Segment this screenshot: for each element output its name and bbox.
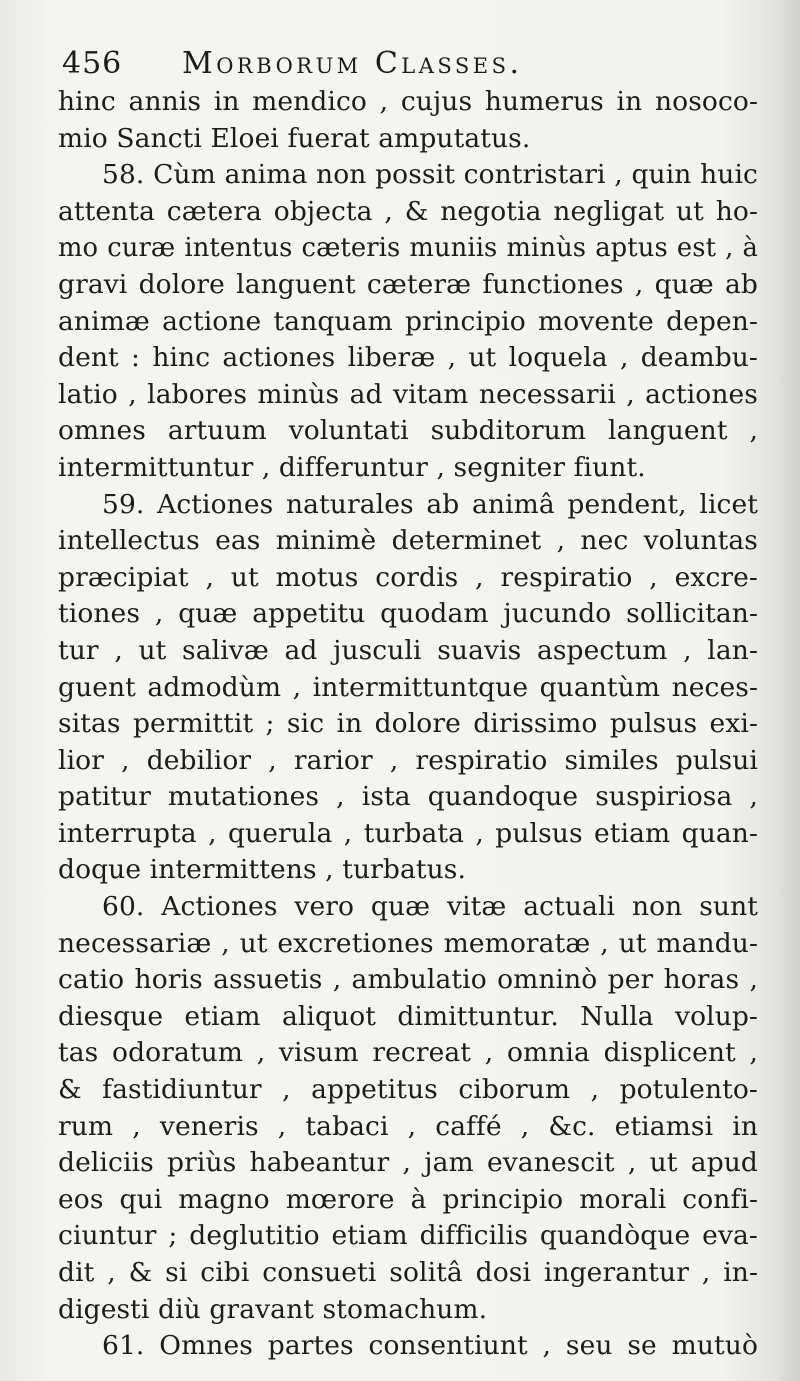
page-number: 456 bbox=[62, 46, 123, 81]
running-title: Morborum Classes. bbox=[182, 46, 523, 81]
text-line: animæ actione tanquam principio movente depen- bbox=[58, 305, 758, 337]
text-line: latio , labores minùs ad vitam necessarii , actiones bbox=[58, 378, 758, 410]
page-text-block bbox=[58, 44, 758, 1365]
text-line: hinc annis in mendico , cujus humerus in nosoco- bbox=[58, 86, 758, 117]
text-line: mo curæ intentus cæteris muniis minùs aptus est , à bbox=[58, 233, 758, 264]
text-line: dent : hinc actiones liberæ , ut loquela , deambu- bbox=[58, 342, 758, 374]
text-line: 60. Actiones vero quæ vitæ actuali non sunt bbox=[102, 891, 758, 923]
text-line: deliciis priùs habeantur , jam evanescit , ut apud bbox=[58, 1147, 758, 1179]
text-line: digesti diù gravant stomachum. bbox=[58, 1293, 488, 1325]
text-line: diesque etiam aliquot dimittuntur. Nulla volup- bbox=[58, 1000, 758, 1032]
text-line: & fastidiuntur , appetitus ciborum , potulento- bbox=[58, 1074, 758, 1106]
body-text bbox=[58, 84, 758, 1365]
text-line: tur , ut salivæ ad jusculi suavis aspectum , lan- bbox=[58, 634, 758, 666]
text-line: eos qui magno mœrore à principio morali confi- bbox=[58, 1183, 758, 1215]
text-line: doque intermittens , turbatus. bbox=[58, 854, 467, 886]
text-line: intermittuntur , differuntur , segniter fiunt. bbox=[58, 451, 646, 483]
text-line: necessariæ , ut excretiones memoratæ , ut mandu- bbox=[58, 927, 758, 959]
text-line: intellectus eas minimè determinet , nec voluntas bbox=[58, 525, 758, 557]
text-line: ciuntur ; deglutitio etiam difficilis quandòque eva- bbox=[58, 1220, 758, 1252]
text-line: guent admodùm , intermittuntque quantùm neces- bbox=[58, 671, 758, 703]
text-line: patitur mutationes , ista quandoque suspiriosa , bbox=[58, 781, 758, 813]
text-line: omnes artuum voluntati subditorum languent , bbox=[58, 415, 758, 447]
text-line: præcipiat , ut motus cordis , respiratio , excre- bbox=[58, 561, 758, 593]
page-header bbox=[58, 44, 758, 84]
text-line: 59. Actiones naturales ab animâ pendent, licet bbox=[102, 488, 758, 520]
text-line: 61. Omnes partes consentiunt , seu se mutuò bbox=[102, 1330, 758, 1362]
text-line: lior , debilior , rarior , respiratio similes pulsui bbox=[58, 744, 758, 776]
text-line: attenta cætera objecta , & negotia negligat ut ho- bbox=[58, 195, 758, 227]
text-line: 58. Cùm anima non possit contristari , quin huic bbox=[102, 159, 758, 191]
text-line: tiones , quæ appetitu quodam jucundo sollicitan- bbox=[58, 598, 758, 630]
text-line: dit , & si cibi consueti solitâ dosi ingerantur , in- bbox=[58, 1257, 758, 1288]
text-line: gravi dolore languent cæteræ functiones , quæ ab bbox=[58, 268, 758, 300]
text-line: interrupta , querula , turbata , pulsus etiam quan- bbox=[58, 817, 758, 849]
text-line: sitas permittit ; sic in dolore dirissimo pulsus exi- bbox=[58, 708, 758, 740]
text-line: tas odoratum , visum recreat , omnia displicent , bbox=[58, 1037, 758, 1069]
text-line: rum , veneris , tabaci , caffé , &c. etiamsi in bbox=[58, 1110, 758, 1142]
text-line: catio horis assuetis , ambulatio omninò per horas , bbox=[58, 964, 758, 996]
text-line: mio Sancti Eloei fuerat amputatus. bbox=[58, 122, 531, 154]
